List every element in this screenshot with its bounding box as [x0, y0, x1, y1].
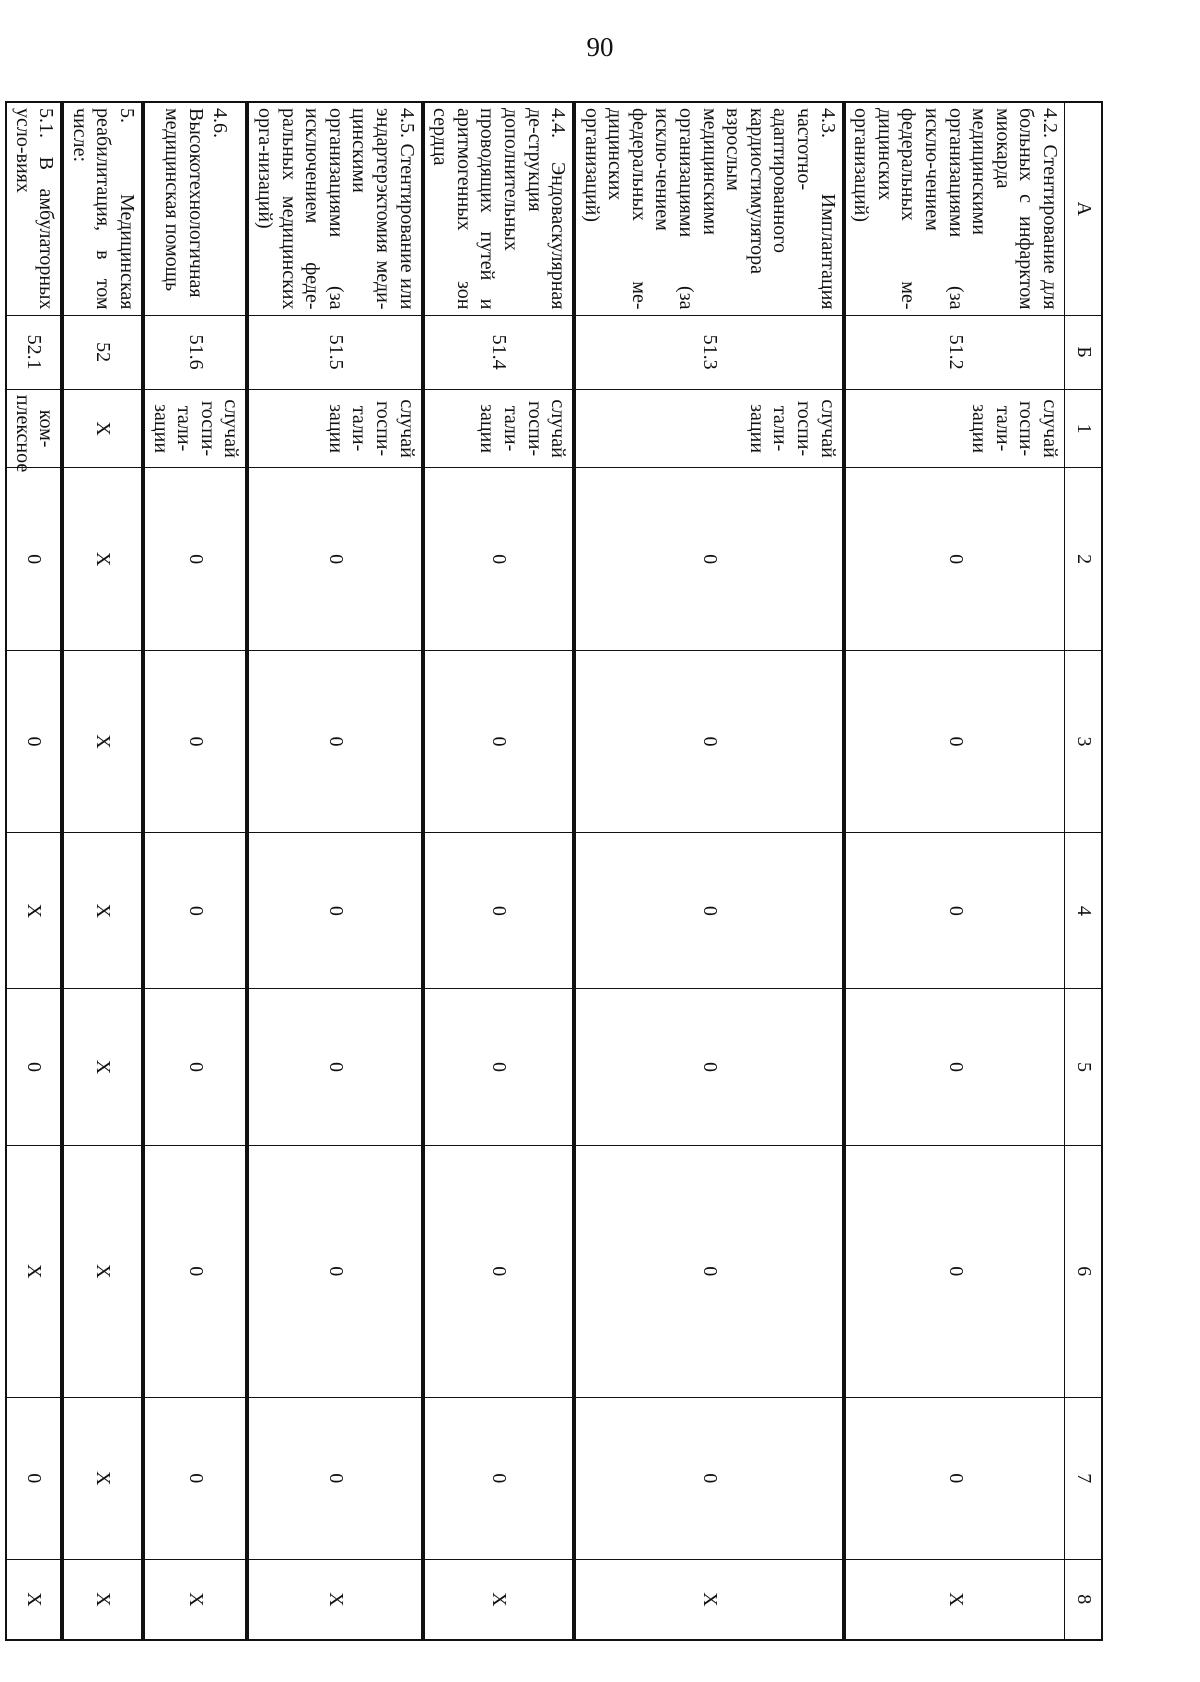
- row-name: 4.5. Стентирование или эндартерэктомия меди-цинскими организациями (за исключением феде-ральных медицинских орга-низаций): [247, 102, 422, 315]
- table-row: [62, 102, 143, 1640]
- row-code: 51.3: [574, 315, 844, 389]
- cell-col6: 0: [423, 1145, 575, 1397]
- header-cell: 4: [1065, 833, 1103, 989]
- row-name: 4.4. Эндоваскулярная де-струкция дополнительных проводящих путей и аритмогенных зон сердца: [423, 102, 575, 315]
- table-row: [574, 102, 844, 1640]
- cell-col2: 0: [844, 468, 1065, 650]
- cell-col3: 0: [844, 650, 1065, 832]
- cell-col7: 0: [844, 1397, 1065, 1559]
- header-cell: 2: [1065, 468, 1103, 650]
- cell-col4: 0: [143, 833, 247, 989]
- table-header-row: [1065, 102, 1103, 1640]
- row-name: 4.3. Имплантация частотно-адаптированного кардиостимулятора взрослым медицинскими организациями (за исклю-чением федеральных ме-дицинских организаций): [574, 102, 844, 315]
- row-unit: случай госпи-тали-зации: [423, 389, 575, 468]
- cell-col6: 0: [143, 1145, 247, 1397]
- row-code: 51.6: [143, 315, 247, 389]
- row-code: 51.4: [423, 315, 575, 389]
- table-row: [423, 102, 575, 1640]
- cell-col3: 0: [6, 650, 62, 832]
- cell-col8: X: [423, 1559, 575, 1640]
- cell-col8: X: [247, 1559, 422, 1640]
- header-cell: 8: [1065, 1559, 1103, 1640]
- header-cell: Б: [1065, 315, 1103, 389]
- row-unit: случай госпи-тали-зации: [844, 389, 1065, 468]
- row-unit: ком-плексное: [6, 389, 62, 468]
- cell-col6: 0: [574, 1145, 844, 1397]
- cell-col8: X: [143, 1559, 247, 1640]
- cell-col3: X: [62, 650, 143, 832]
- cell-col2: X: [62, 468, 143, 650]
- row-unit: случай госпи-тали-зации: [247, 389, 422, 468]
- row-code: 52.1: [6, 315, 62, 389]
- cell-col7: X: [62, 1397, 143, 1559]
- cell-col3: 0: [574, 650, 844, 832]
- page-number: 90: [586, 32, 614, 62]
- cell-col7: 0: [143, 1397, 247, 1559]
- cell-col4: X: [6, 833, 62, 989]
- header-cell: 6: [1065, 1145, 1103, 1397]
- cell-col2: 0: [423, 468, 575, 650]
- cell-col2: 0: [143, 468, 247, 650]
- row-name: 4.6. Высокотехнологичная медицинская помощь: [143, 102, 247, 315]
- rotated-table-wrapper: [11, 101, 1103, 1641]
- table-row: [143, 102, 247, 1640]
- header-cell: 5: [1065, 989, 1103, 1145]
- cell-col7: 0: [423, 1397, 575, 1559]
- cell-col6: 0: [247, 1145, 422, 1397]
- cell-col7: 0: [247, 1397, 422, 1559]
- cell-col8: X: [844, 1559, 1065, 1640]
- data-table: [5, 101, 1103, 1641]
- cell-col5: 0: [6, 989, 62, 1145]
- cell-col7: 0: [6, 1397, 62, 1559]
- cell-col3: 0: [247, 650, 422, 832]
- header-cell: 1: [1065, 389, 1103, 468]
- row-code: 51.5: [247, 315, 422, 389]
- cell-col5: X: [62, 989, 143, 1145]
- cell-col5: 0: [574, 989, 844, 1145]
- row-code: 52: [62, 315, 143, 389]
- cell-col7: 0: [574, 1397, 844, 1559]
- cell-col5: 0: [423, 989, 575, 1145]
- cell-col4: X: [62, 833, 143, 989]
- row-name: 5. Медицинская реабилитация, в том числе:: [62, 102, 143, 315]
- cell-col4: 0: [423, 833, 575, 989]
- row-name: 4.2. Стентирование для больных с инфарктом миокарда медицинскими организациями (за исклю-чением федеральных ме-дицинских организаций): [844, 102, 1065, 315]
- header-cell: 7: [1065, 1397, 1103, 1559]
- cell-col5: 0: [247, 989, 422, 1145]
- row-unit: случай госпи-тали-зации: [574, 389, 844, 468]
- cell-col6: 0: [844, 1145, 1065, 1397]
- cell-col4: 0: [574, 833, 844, 989]
- row-name: 5.1. В амбулаторных усло-виях: [6, 102, 62, 315]
- cell-col5: 0: [844, 989, 1065, 1145]
- row-unit: случай госпи-тали-зации: [143, 389, 247, 468]
- header-cell: 3: [1065, 650, 1103, 832]
- row-unit: X: [62, 389, 143, 468]
- cell-col4: 0: [844, 833, 1065, 989]
- cell-col8: X: [62, 1559, 143, 1640]
- cell-col6: X: [6, 1145, 62, 1397]
- cell-col2: 0: [247, 468, 422, 650]
- cell-col6: X: [62, 1145, 143, 1397]
- cell-col3: 0: [423, 650, 575, 832]
- cell-col2: 0: [574, 468, 844, 650]
- table-row: [844, 102, 1065, 1640]
- cell-col3: 0: [143, 650, 247, 832]
- cell-col4: 0: [247, 833, 422, 989]
- header-cell: A: [1065, 102, 1103, 315]
- cell-col8: X: [574, 1559, 844, 1640]
- cell-col5: 0: [143, 989, 247, 1145]
- table-row: [6, 102, 62, 1640]
- cell-col2: 0: [6, 468, 62, 650]
- row-code: 51.2: [844, 315, 1065, 389]
- cell-col8: X: [6, 1559, 62, 1640]
- table-row: [247, 102, 422, 1640]
